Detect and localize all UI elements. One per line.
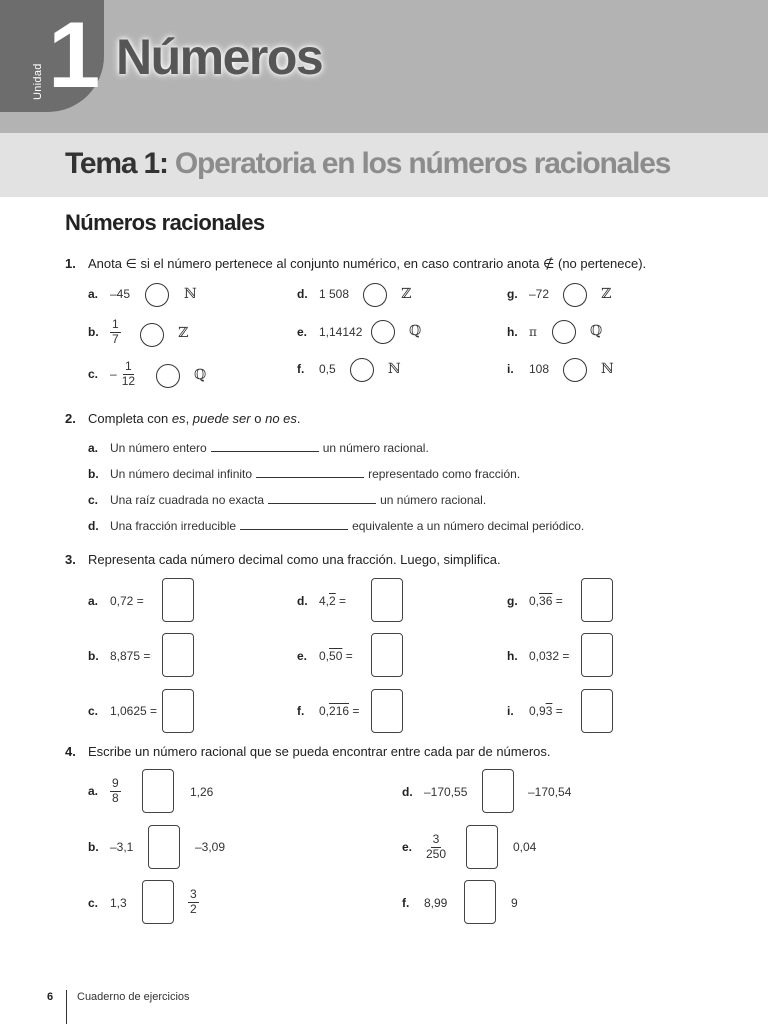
section-title: Números racionales — [65, 210, 265, 235]
q2-instruction: Completa con es, puede ser o no es. — [88, 411, 301, 426]
answer-circle[interactable] — [563, 283, 587, 307]
q3-item-h: h. 0,032 = — [507, 649, 570, 663]
answer-blank[interactable] — [211, 450, 319, 452]
q4-right-value: 1,26 — [190, 785, 214, 799]
unit-number: 1 — [48, 2, 97, 107]
answer-circle[interactable] — [350, 358, 374, 382]
q2-number: 2. — [65, 411, 76, 426]
not-element-of-symbol: ∉ — [543, 256, 555, 271]
q1-item-h: h. π — [507, 325, 537, 339]
q2-item-c: c. Una raíz cuadrada no exacta un número racional. — [88, 493, 487, 507]
answer-box[interactable] — [162, 578, 194, 622]
answer-circle[interactable] — [363, 283, 387, 307]
set-symbol: ℤ — [601, 286, 612, 302]
answer-box[interactable] — [581, 633, 613, 677]
q4-number: 4. — [65, 744, 76, 759]
q1-item-d: d. 1 508 — [297, 287, 350, 301]
q2-item-b: b. Un número decimal infinito representado como fracción. — [88, 467, 521, 481]
q3-number: 3. — [65, 552, 76, 567]
tema-name: Operatoria en los números racionales — [174, 147, 671, 180]
q4-item-b: b. –3,1 — [88, 840, 134, 854]
q4-right-value: –170,54 — [528, 785, 572, 799]
q3-item-i: i. 0,93 = — [507, 704, 563, 718]
q3-item-f: f. 0,216 = — [297, 704, 360, 718]
q3-item-g: g. 0,36 = — [507, 594, 563, 608]
answer-circle[interactable] — [371, 320, 395, 344]
footer-divider — [66, 990, 67, 1024]
chapter-title: Números — [116, 29, 323, 85]
set-symbol: ℕ — [388, 361, 401, 377]
q4-instruction: Escribe un número racional que se pueda encontrar entre cada par de números. — [88, 744, 551, 759]
answer-box[interactable] — [371, 633, 403, 677]
q4-item-a: a. $\frac{9}{8}$ — [88, 776, 119, 805]
q1-item-i: i. 108 — [507, 362, 550, 376]
answer-box[interactable] — [482, 769, 514, 813]
answer-circle[interactable] — [145, 283, 169, 307]
answer-box[interactable] — [464, 880, 496, 924]
q3-item-b: b. 8,875 = — [88, 649, 151, 663]
page-number: 6 — [47, 991, 54, 1003]
answer-box[interactable] — [162, 633, 194, 677]
q4-item-e: e. $\frac{3}{250}$ — [402, 832, 447, 861]
q4-right-value: 9 — [511, 896, 518, 910]
q2-item-d: d. Una fracción irreducible equivalente a un número decimal periódico. — [88, 519, 585, 533]
q3-instruction: Representa cada número decimal como una fracción. Luego, simplifica. — [88, 552, 501, 567]
set-symbol: ℤ — [401, 286, 412, 302]
q4-item-d: d. –170,55 — [402, 785, 468, 799]
q2-item-a: a. Un número entero un número racional. — [88, 441, 429, 455]
answer-box[interactable] — [162, 689, 194, 733]
q1-item-f: f. 0,5 — [297, 362, 336, 376]
q4-item-f: f. 8,99 — [402, 896, 448, 910]
q3-item-c: c. 1,0625 = — [88, 704, 158, 718]
tema-title — [65, 147, 670, 180]
answer-box[interactable] — [142, 769, 174, 813]
tema-prefix: Tema 1: — [65, 147, 168, 180]
answer-circle[interactable] — [552, 320, 576, 344]
answer-box[interactable] — [142, 880, 174, 924]
answer-circle[interactable] — [156, 364, 180, 388]
element-of-symbol: ∈ — [125, 256, 137, 271]
q1-item-a: a. –45 — [88, 287, 131, 301]
q4-right-fraction: $\frac{3}{2}$ — [190, 887, 197, 916]
q1-instruction: Anota ∈ si el número pertenece al conjunto numérico, en caso contrario anota ∉ (no pertenece). — [88, 256, 647, 271]
answer-blank[interactable] — [256, 476, 364, 478]
answer-blank[interactable] — [240, 528, 348, 530]
answer-circle[interactable] — [140, 323, 164, 347]
q3-item-e: e. 0,50 = — [297, 649, 353, 663]
q1-number: 1. — [65, 256, 76, 271]
q3-item-a: a. 0,72 = — [88, 594, 144, 608]
q1-item-b: b. $\frac{1}{7}$ — [88, 317, 119, 346]
q4-item-c: c. 1,3 — [88, 896, 127, 910]
set-symbol: ℚ — [409, 323, 422, 339]
answer-box[interactable] — [371, 689, 403, 733]
answer-box[interactable] — [371, 578, 403, 622]
q1-item-e: e. 1,14142 — [297, 325, 363, 339]
answer-circle[interactable] — [563, 358, 587, 382]
q1-item-g: g. –72 — [507, 287, 550, 301]
answer-blank[interactable] — [268, 502, 376, 504]
unit-label: Unidad — [32, 63, 44, 100]
q3-item-d: d. 4,2 = — [297, 594, 347, 608]
set-symbol: ℕ — [601, 361, 614, 377]
footer-title: Cuaderno de ejercicios — [77, 991, 190, 1003]
answer-box[interactable] — [581, 578, 613, 622]
answer-box[interactable] — [466, 825, 498, 869]
answer-box[interactable] — [581, 689, 613, 733]
q1-item-c: c. – $\frac{1}{12}$ — [88, 359, 136, 388]
q4-right-value: –3,09 — [195, 840, 226, 854]
set-symbol: ℚ — [590, 323, 603, 339]
q4-right-value: 0,04 — [513, 840, 537, 854]
answer-box[interactable] — [148, 825, 180, 869]
set-symbol: ℤ — [178, 325, 189, 341]
set-symbol: ℚ — [194, 367, 207, 383]
set-symbol: ℕ — [184, 286, 197, 302]
